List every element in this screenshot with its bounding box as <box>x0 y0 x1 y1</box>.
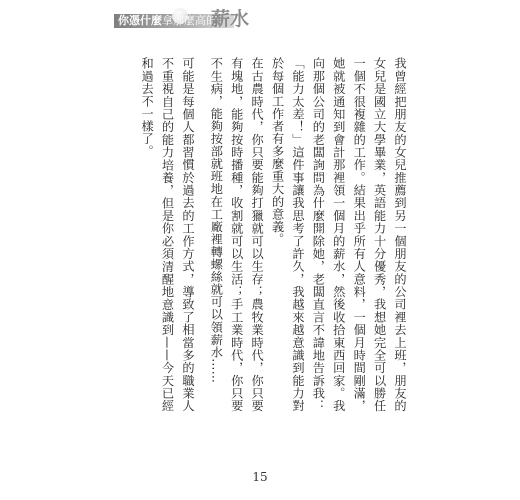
paragraph-2: 在古農時代，你只要能夠打獵就可以生存；農牧業時代，你只要有塊地，能夠按時播種，收割就可以生活；手工業時代，你只要不生病，能夠按部就班地在工廠裡轉螺絲就可以領薪水…… <box>209 57 265 412</box>
paragraph-1: 我曾經把朋友的女兒推薦到另一個朋友的公司裡去上班，朋友的女兒是國立大學畢業，英語能力十分優秀，我想她完全可以勝任一個不很複雜的工作。結果出乎所有人意料，一個月時間剛滿，她就被通知到會計那裡領一個月的薪水，然後收拾東西回家。我向那個公司的老闆詢問為什麼開除她，老闆直言不諱地告訴我：「能力太差！」這件事讓我思考了許久，我越來越意識到能力對於每個工作者有多麼重大的意義。 <box>270 57 407 412</box>
header-title-part2: 拿那麼高的 <box>162 14 217 27</box>
vertical-body-text <box>129 57 410 412</box>
header-title-big: 薪水 <box>211 8 250 30</box>
running-header <box>114 8 250 32</box>
page-number: 15 <box>252 470 268 484</box>
header-title-part1: 你憑什麼 <box>118 14 162 27</box>
paragraph-3: 可能是每個人都習慣於過去的工作方式，導致了相當多的職業人不重視自己的能力培養，但是你必須清醒地意識到——今天已經和過去不一樣了。 <box>140 57 195 412</box>
